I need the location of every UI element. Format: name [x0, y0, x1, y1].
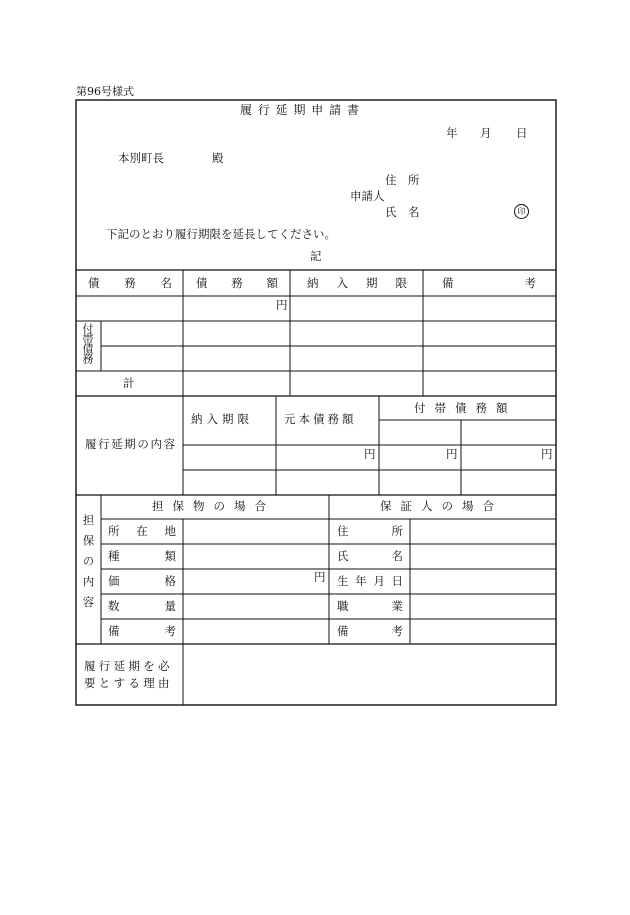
form-title: 履 行 延 期 申 請 書	[240, 103, 360, 117]
header-debt-name-char: 債	[88, 276, 100, 290]
collateral-item-location: 所 在 地	[108, 524, 176, 538]
request-statement: 下記のとおり履行期限を延長してください。	[106, 227, 336, 241]
header-debt-name-char: 務	[124, 276, 136, 290]
collateral-price-yen-unit: 円	[314, 570, 326, 584]
header-due-date	[307, 278, 407, 290]
header-due-date-char: 入	[336, 276, 348, 290]
header-due-date-char: 期	[366, 276, 378, 290]
guarantor-header: 保証人の場合	[380, 499, 503, 513]
total-label: 計	[123, 376, 135, 390]
applicant-label: 申請人	[350, 189, 385, 203]
collateral-content-label: 担保の内容	[81, 514, 96, 617]
collateral-item-quantity: 数 量	[108, 599, 176, 613]
header-remarks	[442, 278, 536, 290]
applicant-address-label: 住 所	[385, 173, 420, 187]
form-number: 第96号様式	[76, 85, 134, 98]
guarantor-item-remarks: 備 考	[337, 624, 403, 638]
guarantor-item-occupation: 職 業	[337, 599, 403, 613]
collateral-item-remarks: 備 考	[108, 624, 176, 638]
header-debt-amount-char: 務	[231, 276, 243, 290]
debt-amount-yen-unit: 円	[276, 298, 288, 312]
addressee-honorific: 殿	[212, 151, 224, 165]
principal-yen-unit: 円	[364, 447, 376, 461]
collateral-item-price: 価 格	[108, 574, 176, 588]
guarantor-item-name: 氏 名	[337, 549, 403, 563]
guarantor-item-birthdate: 生 年 月 日	[337, 574, 403, 588]
date-day-label: 日	[516, 126, 528, 140]
header-remarks-char: 考	[524, 276, 536, 290]
header-debt-name	[88, 278, 172, 290]
header-remarks-char: 備	[442, 276, 454, 290]
extension-due-date-header: 納入期限	[191, 412, 253, 426]
header-debt-name-char: 名	[160, 276, 172, 290]
header-due-date-char: 納	[307, 276, 319, 290]
applicant-name-label: 氏 名	[385, 205, 420, 219]
extension-content-label: 履行延期の内容	[85, 437, 177, 451]
collateral-item-type: 種 類	[108, 549, 176, 563]
reason-label-line2: 要とする理由	[84, 676, 173, 690]
ki-label: 記	[310, 249, 322, 263]
header-debt-amount-char: 債	[196, 276, 208, 290]
guarantor-item-address: 住 所	[337, 524, 403, 538]
seal-icon: 印	[514, 204, 529, 219]
header-debt-amount-char: 額	[266, 276, 278, 290]
seal-mark	[514, 204, 529, 219]
attached-yen-unit-1: 円	[446, 447, 458, 461]
principal-amount-header: 元本債務額	[284, 412, 357, 426]
addressee-name: 本別町長	[118, 151, 164, 165]
header-debt-amount	[196, 278, 278, 290]
collateral-header: 担保物の場合	[152, 499, 275, 513]
date-month-label: 月	[480, 126, 492, 140]
date-year-label: 年	[446, 126, 458, 140]
attached-debt-amount-header: 付帯債務額	[414, 401, 517, 415]
reason-label-line1: 履行延期を必	[84, 659, 173, 673]
header-due-date-char: 限	[395, 276, 407, 290]
attached-debt-label: 付帯債務	[81, 323, 94, 363]
attached-yen-unit-2: 円	[541, 447, 553, 461]
